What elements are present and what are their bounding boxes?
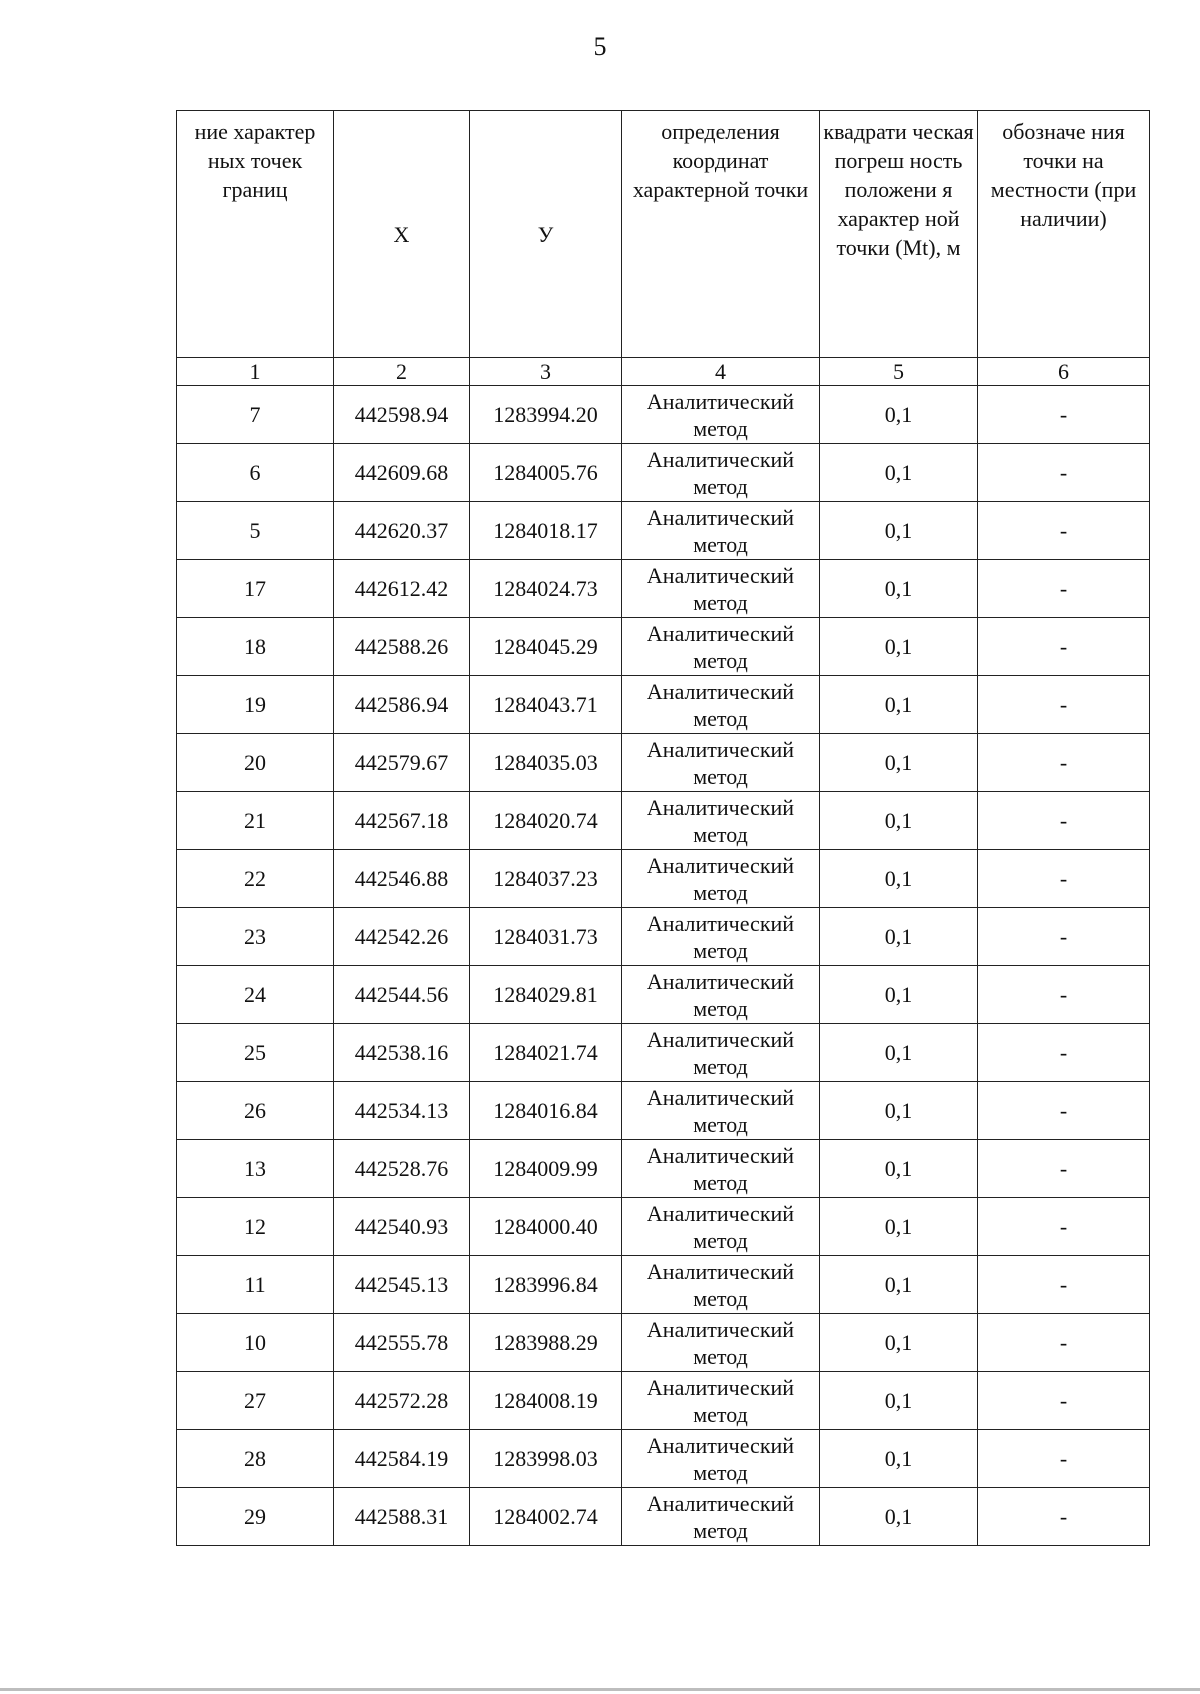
cell-mt: 0,1 xyxy=(820,966,978,1024)
cell-x: 442598.94 xyxy=(334,386,470,444)
cell-y: 1284035.03 xyxy=(470,734,622,792)
cell-x: 442534.13 xyxy=(334,1082,470,1140)
table-row xyxy=(177,966,1150,1024)
table-row xyxy=(177,1082,1150,1140)
cell-x: 442586.94 xyxy=(334,676,470,734)
cell-y: 1284029.81 xyxy=(470,966,622,1024)
table-row xyxy=(177,1198,1150,1256)
cell-mt: 0,1 xyxy=(820,560,978,618)
column-number: 2 xyxy=(334,358,470,386)
cell-x: 442609.68 xyxy=(334,444,470,502)
cell-mt: 0,1 xyxy=(820,1314,978,1372)
table-row xyxy=(177,1372,1150,1430)
cell-point-number: 26 xyxy=(177,1082,334,1140)
header-mark: обозначе ния точки на местности (при наличии) xyxy=(978,111,1150,358)
cell-mark: - xyxy=(978,1082,1150,1140)
cell-mark: - xyxy=(978,676,1150,734)
cell-mt: 0,1 xyxy=(820,1488,978,1546)
cell-y: 1284018.17 xyxy=(470,502,622,560)
cell-method: Аналитический метод xyxy=(622,734,820,792)
cell-point-number: 11 xyxy=(177,1256,334,1314)
cell-x: 442542.26 xyxy=(334,908,470,966)
cell-x: 442545.13 xyxy=(334,1256,470,1314)
cell-point-number: 12 xyxy=(177,1198,334,1256)
cell-point-number: 20 xyxy=(177,734,334,792)
cell-method: Аналитический метод xyxy=(622,792,820,850)
cell-y: 1283994.20 xyxy=(470,386,622,444)
cell-method: Аналитический метод xyxy=(622,676,820,734)
column-number: 3 xyxy=(470,358,622,386)
cell-y: 1284043.71 xyxy=(470,676,622,734)
cell-y: 1284045.29 xyxy=(470,618,622,676)
table-row xyxy=(177,676,1150,734)
cell-method: Аналитический метод xyxy=(622,1430,820,1488)
bottom-divider xyxy=(0,1688,1200,1691)
cell-x: 442588.26 xyxy=(334,618,470,676)
cell-x: 442588.31 xyxy=(334,1488,470,1546)
cell-x: 442544.56 xyxy=(334,966,470,1024)
cell-mt: 0,1 xyxy=(820,1024,978,1082)
cell-y: 1284000.40 xyxy=(470,1198,622,1256)
cell-mark: - xyxy=(978,502,1150,560)
cell-mark: - xyxy=(978,444,1150,502)
cell-mark: - xyxy=(978,1198,1150,1256)
column-numbers-row xyxy=(177,358,1150,386)
cell-method: Аналитический метод xyxy=(622,618,820,676)
table-row xyxy=(177,1488,1150,1546)
cell-x: 442579.67 xyxy=(334,734,470,792)
cell-mt: 0,1 xyxy=(820,1372,978,1430)
cell-point-number: 29 xyxy=(177,1488,334,1546)
cell-mark: - xyxy=(978,1430,1150,1488)
header-y: У xyxy=(470,111,622,358)
table-row xyxy=(177,850,1150,908)
cell-method: Аналитический метод xyxy=(622,560,820,618)
cell-mt: 0,1 xyxy=(820,1198,978,1256)
cell-mark: - xyxy=(978,1256,1150,1314)
cell-point-number: 27 xyxy=(177,1372,334,1430)
cell-x: 442567.18 xyxy=(334,792,470,850)
column-number: 5 xyxy=(820,358,978,386)
cell-y: 1283996.84 xyxy=(470,1256,622,1314)
cell-point-number: 25 xyxy=(177,1024,334,1082)
cell-method: Аналитический метод xyxy=(622,1256,820,1314)
cell-mark: - xyxy=(978,908,1150,966)
cell-point-number: 23 xyxy=(177,908,334,966)
cell-x: 442620.37 xyxy=(334,502,470,560)
header-method: определения координат характерной точки xyxy=(622,111,820,358)
table-row xyxy=(177,908,1150,966)
table-row xyxy=(177,1140,1150,1198)
cell-method: Аналитический метод xyxy=(622,444,820,502)
column-number: 6 xyxy=(978,358,1150,386)
cell-point-number: 18 xyxy=(177,618,334,676)
cell-x: 442538.16 xyxy=(334,1024,470,1082)
cell-mt: 0,1 xyxy=(820,618,978,676)
cell-point-number: 10 xyxy=(177,1314,334,1372)
coordinates-table xyxy=(176,110,1150,1546)
cell-point-number: 5 xyxy=(177,502,334,560)
cell-method: Аналитический метод xyxy=(622,850,820,908)
cell-y: 1284008.19 xyxy=(470,1372,622,1430)
cell-point-number: 13 xyxy=(177,1140,334,1198)
table-row xyxy=(177,618,1150,676)
cell-x: 442540.93 xyxy=(334,1198,470,1256)
cell-mt: 0,1 xyxy=(820,1430,978,1488)
table-row xyxy=(177,502,1150,560)
cell-method: Аналитический метод xyxy=(622,502,820,560)
table-body xyxy=(177,111,1150,1546)
cell-y: 1284016.84 xyxy=(470,1082,622,1140)
cell-mark: - xyxy=(978,734,1150,792)
cell-mark: - xyxy=(978,386,1150,444)
table-row xyxy=(177,386,1150,444)
cell-point-number: 17 xyxy=(177,560,334,618)
cell-mark: - xyxy=(978,1372,1150,1430)
cell-mt: 0,1 xyxy=(820,1140,978,1198)
cell-y: 1284021.74 xyxy=(470,1024,622,1082)
header-point-name: ние характер ных точек границ xyxy=(177,111,334,358)
cell-mark: - xyxy=(978,560,1150,618)
cell-mark: - xyxy=(978,618,1150,676)
table-row xyxy=(177,1430,1150,1488)
header-mt: квадрати ческая погреш ность положени я характер ной точки (Mt), м xyxy=(820,111,978,358)
table-row xyxy=(177,444,1150,502)
cell-point-number: 6 xyxy=(177,444,334,502)
cell-point-number: 28 xyxy=(177,1430,334,1488)
cell-method: Аналитический метод xyxy=(622,1198,820,1256)
header-x: X xyxy=(334,111,470,358)
table-row xyxy=(177,1024,1150,1082)
table-row xyxy=(177,734,1150,792)
cell-mt: 0,1 xyxy=(820,386,978,444)
cell-mt: 0,1 xyxy=(820,1256,978,1314)
cell-x: 442555.78 xyxy=(334,1314,470,1372)
cell-method: Аналитический метод xyxy=(622,1024,820,1082)
cell-y: 1284002.74 xyxy=(470,1488,622,1546)
cell-x: 442546.88 xyxy=(334,850,470,908)
cell-x: 442612.42 xyxy=(334,560,470,618)
cell-mt: 0,1 xyxy=(820,1082,978,1140)
table-row xyxy=(177,560,1150,618)
table-header-row xyxy=(177,111,1150,358)
cell-method: Аналитический метод xyxy=(622,1140,820,1198)
cell-method: Аналитический метод xyxy=(622,966,820,1024)
cell-mt: 0,1 xyxy=(820,502,978,560)
cell-x: 442584.19 xyxy=(334,1430,470,1488)
cell-mark: - xyxy=(978,850,1150,908)
cell-y: 1284020.74 xyxy=(470,792,622,850)
table-row xyxy=(177,792,1150,850)
cell-mark: - xyxy=(978,1024,1150,1082)
column-number: 4 xyxy=(622,358,820,386)
cell-y: 1284005.76 xyxy=(470,444,622,502)
cell-y: 1284024.73 xyxy=(470,560,622,618)
cell-mark: - xyxy=(978,1314,1150,1372)
cell-x: 442572.28 xyxy=(334,1372,470,1430)
cell-point-number: 22 xyxy=(177,850,334,908)
cell-y: 1284037.23 xyxy=(470,850,622,908)
cell-y: 1284009.99 xyxy=(470,1140,622,1198)
cell-method: Аналитический метод xyxy=(622,1372,820,1430)
table-row xyxy=(177,1256,1150,1314)
cell-point-number: 21 xyxy=(177,792,334,850)
cell-method: Аналитический метод xyxy=(622,908,820,966)
cell-point-number: 7 xyxy=(177,386,334,444)
cell-point-number: 19 xyxy=(177,676,334,734)
cell-method: Аналитический метод xyxy=(622,1314,820,1372)
cell-method: Аналитический метод xyxy=(622,386,820,444)
cell-mark: - xyxy=(978,1488,1150,1546)
cell-mt: 0,1 xyxy=(820,444,978,502)
cell-mt: 0,1 xyxy=(820,850,978,908)
column-number: 1 xyxy=(177,358,334,386)
cell-y: 1283998.03 xyxy=(470,1430,622,1488)
cell-point-number: 24 xyxy=(177,966,334,1024)
cell-y: 1284031.73 xyxy=(470,908,622,966)
cell-y: 1283988.29 xyxy=(470,1314,622,1372)
cell-mt: 0,1 xyxy=(820,734,978,792)
cell-mark: - xyxy=(978,966,1150,1024)
cell-method: Аналитический метод xyxy=(622,1488,820,1546)
table-row xyxy=(177,1314,1150,1372)
cell-mt: 0,1 xyxy=(820,676,978,734)
cell-method: Аналитический метод xyxy=(622,1082,820,1140)
cell-mt: 0,1 xyxy=(820,792,978,850)
cell-mark: - xyxy=(978,1140,1150,1198)
cell-mt: 0,1 xyxy=(820,908,978,966)
page-number: 5 xyxy=(593,32,607,61)
cell-x: 442528.76 xyxy=(334,1140,470,1198)
cell-mark: - xyxy=(978,792,1150,850)
